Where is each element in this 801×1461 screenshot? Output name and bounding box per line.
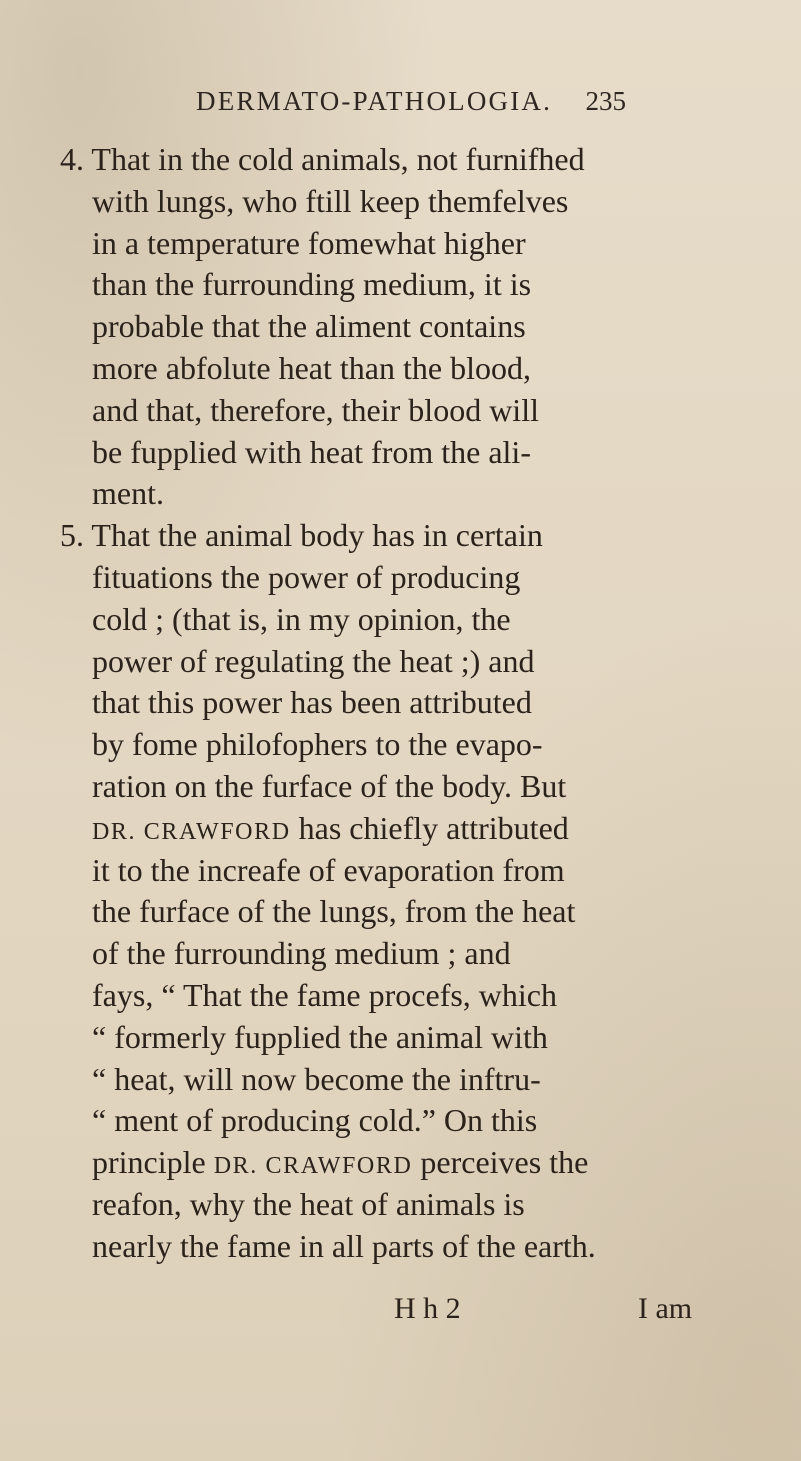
text-line	[92, 431, 531, 473]
text-line	[92, 222, 526, 264]
line-text: has chiefly attributed	[290, 809, 569, 846]
line-text: by fome philofophers to the evapo-	[92, 726, 543, 763]
text-line	[92, 765, 566, 807]
line-text: that this power has been attributed	[92, 684, 532, 721]
line-text: principle	[92, 1144, 214, 1181]
page-number: 235	[585, 86, 626, 116]
text-line	[92, 472, 164, 514]
text-line	[92, 598, 511, 640]
text-line	[92, 305, 526, 347]
small-caps-name: DR. CRAWFORD	[92, 818, 291, 845]
text-line	[92, 640, 535, 682]
text-line	[92, 1058, 541, 1100]
line-text: nearly the fame in all parts of the earth.	[92, 1227, 596, 1264]
line-text: power of regulating the heat ;) and	[92, 642, 535, 679]
text-line	[60, 514, 543, 556]
text-line	[92, 1183, 525, 1225]
text-line	[92, 932, 511, 974]
text-line	[92, 263, 531, 305]
text-line	[92, 723, 543, 765]
text-line	[92, 974, 557, 1016]
text-line	[92, 1099, 537, 1141]
line-text: reafon, why the heat of animals is	[92, 1186, 525, 1222]
text-line	[92, 1141, 588, 1183]
line-text: 4. That in the cold animals, not furnifhed	[60, 141, 585, 177]
line-text: “ ment of producing cold.” On this	[92, 1102, 538, 1139]
line-text: fituations the power of producing	[92, 559, 521, 595]
line-text: than the furrounding medium, it is	[92, 266, 532, 303]
text-line	[92, 347, 531, 389]
text-line	[92, 389, 539, 431]
line-text: ment.	[92, 475, 164, 512]
line-text: “ formerly fupplied the animal with	[92, 1018, 548, 1055]
signature-mark: H h 2	[394, 1292, 461, 1325]
line-text: 5. That the animal body has in certain	[60, 517, 543, 554]
line-text: be fupplied with heat from the ali-	[92, 433, 531, 470]
line-text: it to the increafe of evaporation from	[92, 851, 565, 888]
text-line	[92, 681, 532, 723]
text-line	[92, 807, 569, 849]
text-line	[92, 849, 565, 891]
line-text: the furface of the lungs, from the heat	[92, 893, 576, 930]
line-text: more abfolute heat than the blood,	[92, 350, 531, 386]
line-text: “ heat, will now become the inftru-	[92, 1060, 541, 1097]
running-head: DERMATO-PATHOLOGIA.	[196, 86, 553, 116]
text-line	[92, 890, 575, 932]
catchword: I am	[638, 1292, 693, 1325]
line-text: ration on the furface of the body. But	[92, 768, 567, 804]
line-text: with lungs, who ftill keep themfelves	[92, 182, 569, 219]
line-text: perceives the	[412, 1144, 589, 1181]
text-line	[92, 1016, 548, 1058]
line-text: of the furrounding medium ; and	[92, 935, 511, 972]
line-text: cold ; (that is, in my opinion, the	[92, 600, 511, 637]
small-caps-name: DR. CRAWFORD	[213, 1153, 413, 1180]
line-text: in a temperature fomewhat higher	[92, 224, 526, 261]
text-line	[60, 138, 585, 180]
text-line	[92, 1225, 596, 1267]
text-line	[92, 180, 568, 222]
line-text: and that, therefore, their blood will	[92, 391, 539, 428]
line-text: probable that the aliment contains	[92, 308, 526, 345]
page-header	[196, 86, 626, 126]
line-text: fays, “ That the fame procefs, which	[92, 977, 557, 1013]
text-line	[92, 556, 520, 598]
